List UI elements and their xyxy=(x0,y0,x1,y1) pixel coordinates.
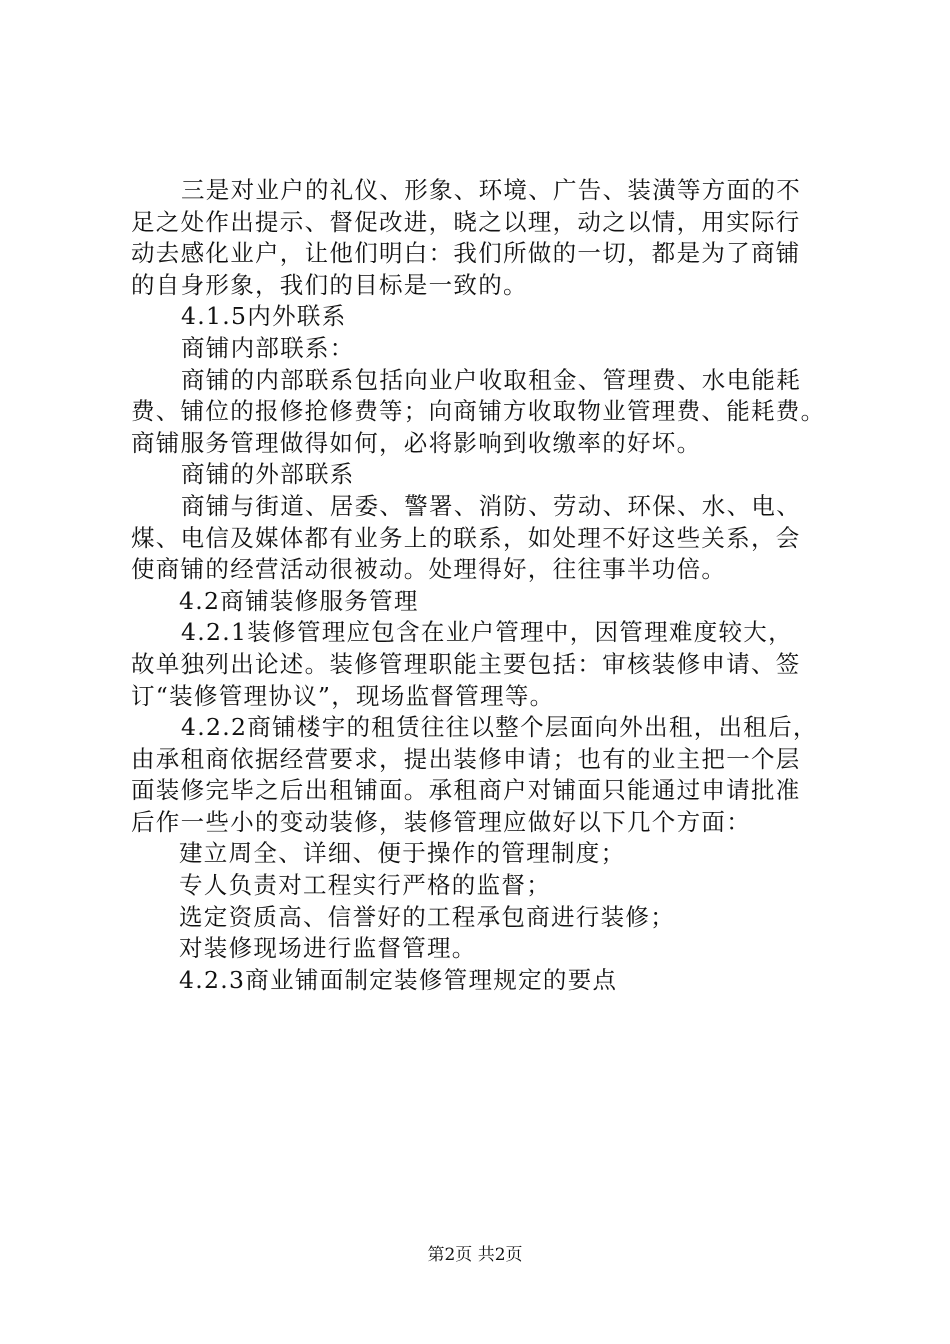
paragraph-line: 商铺服务管理做得如何，必将影响到收缴率的好坏。 xyxy=(131,428,702,457)
paragraph-line: 故单独列出论述。装修管理职能主要包括：审核装修申请、签 xyxy=(131,649,801,678)
subheading: 商铺内部联系： xyxy=(181,333,355,362)
paragraph-line: 4.2.1装修管理应包含在业户管理中，因管理难度较大， xyxy=(181,618,793,647)
list-item: 对装修现场进行监督管理。 xyxy=(179,934,477,963)
paragraph-line: 动去感化业户，让他们明白：我们所做的一切，都是为了商铺 xyxy=(131,239,801,268)
list-item: 建立周全、详细、便于操作的管理制度； xyxy=(179,839,626,868)
list-item: 专人负责对工程实行严格的监督； xyxy=(179,871,551,900)
paragraph-line: 足之处作出提示、督促改进，晓之以理，动之以情，用实际行 xyxy=(131,207,801,236)
paragraph-line: 订“装修管理协议”，现场监督管理等。 xyxy=(131,681,555,710)
paragraph-line: 商铺与街道、居委、警署、消防、劳动、环保、水、电、 xyxy=(181,491,801,520)
paragraph-line: 后作一些小的变动装修，装修管理应做好以下几个方面： xyxy=(131,807,751,836)
paragraph-line: 三是对业户的礼仪、形象、环境、广告、装潢等方面的不 xyxy=(181,176,801,204)
page-number-footer: 第2页 共2页 xyxy=(427,1245,523,1265)
paragraph-line: 面装修完毕之后出租铺面。承租商户对铺面只能通过申请批准 xyxy=(131,776,801,805)
list-item: 选定资质高、信誉好的工程承包商进行装修； xyxy=(179,902,675,931)
paragraph-line: 煤、电信及媒体都有业务上的联系，如处理不好这些关系，会 xyxy=(131,523,801,552)
paragraph-line: 的自身形象，我们的目标是一致的。 xyxy=(131,270,528,299)
subheading: 商铺的外部联系 xyxy=(181,460,355,489)
section-heading: 4.2.3商业铺面制定装修管理规定的要点 xyxy=(179,965,618,994)
paragraph-line: 使商铺的经营活动很被动。处理得好，往往事半功倍。 xyxy=(131,555,727,584)
paragraph-line: 商铺的内部联系包括向业户收取租金、管理费、水电能耗 xyxy=(181,365,801,394)
paragraph-line: 费、铺位的报修抢修费等；向商铺方收取物业管理费、能耗费。 xyxy=(131,397,826,426)
section-heading: 4.2商铺装修服务管理 xyxy=(179,586,419,615)
body-text xyxy=(131,175,831,996)
paragraph-line: 4.2.2商铺楼宇的租赁往往以整个层面向外出租，出租后， xyxy=(181,713,818,742)
section-heading: 4.1.5内外联系 xyxy=(181,302,347,331)
paragraph-line: 由承租商依据经营要求，提出装修申请；也有的业主把一个层 xyxy=(131,744,801,773)
